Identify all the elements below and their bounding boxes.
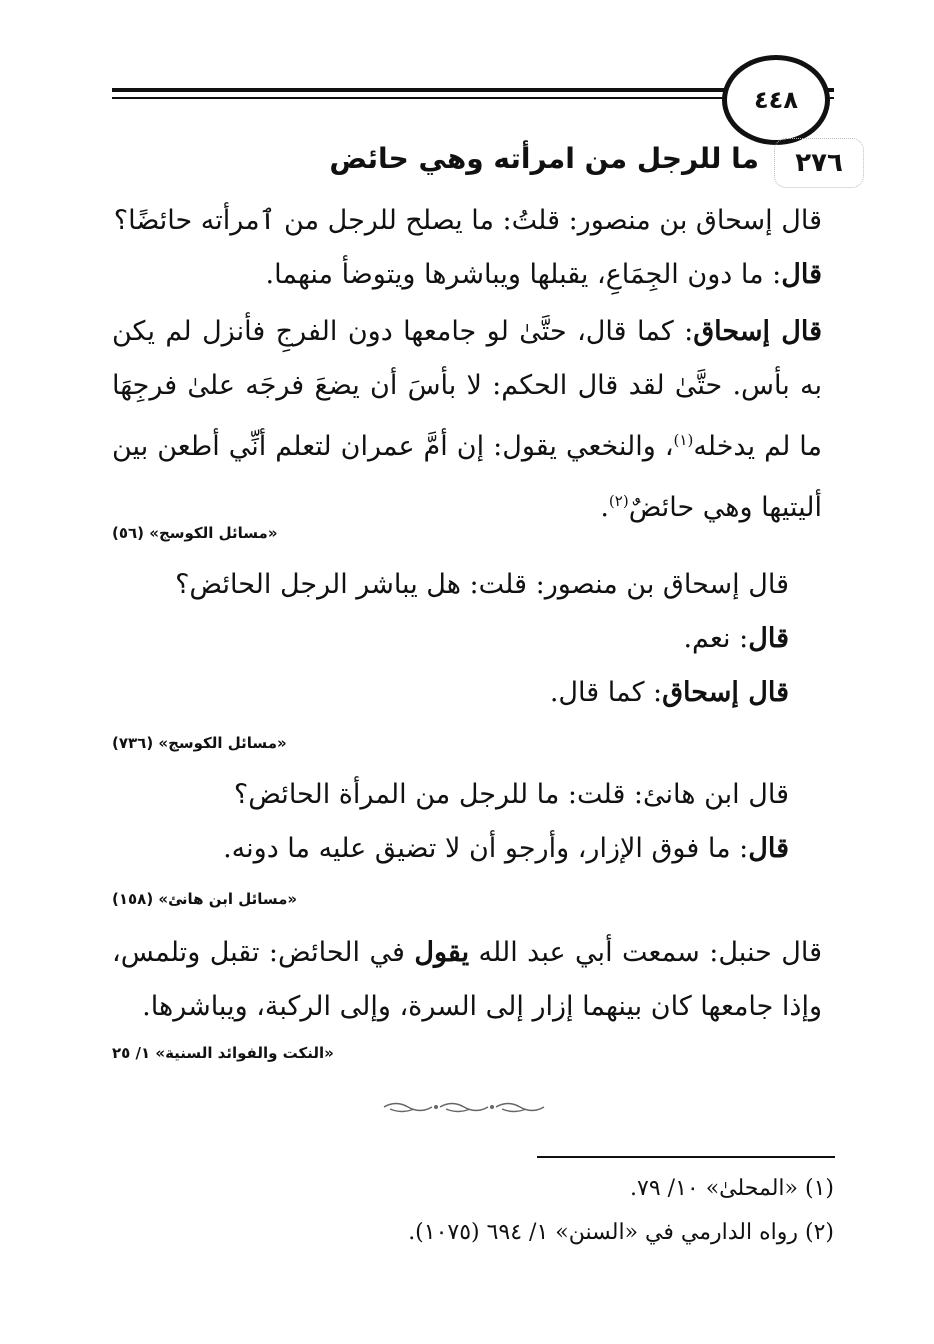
s2-line2-text: : نعم. (683, 623, 749, 654)
chapter-number (774, 138, 864, 188)
s4-source: «النكت والفوائد السنية» ١/ ٢٥ (112, 1044, 334, 1062)
s1-line2-text: : ما دون الجِمَاعِ، يقبلها ويباشرها ويتوضأ منهما. (265, 259, 782, 290)
s2-line2-label: قال (748, 623, 789, 654)
s4-text-bold: يقول (414, 937, 470, 968)
footnote-ref-1[interactable]: (١) (673, 431, 694, 449)
s1-paragraph (112, 305, 822, 535)
s3-source: «مسائل ابن هانئ» (١٥٨) (112, 890, 298, 908)
s2-line1: قال إسحاق بن منصور: قلت: هل يباشر الرجل الحائض؟ (175, 569, 789, 600)
s2-source: «مسائل الكوسج» (٧٣٦) (112, 734, 287, 752)
s4-text-b: في الحائض: تقبل وتلمس، وإذا جامعها كان بينهما إزار إلى السرة، وإلى الركبة، ويباشرها. (112, 937, 822, 1022)
s4-text-a: قال حنبل: سمعت أبي عبد الله (469, 937, 823, 968)
page-number: ٤٤٨ (754, 86, 798, 114)
s1-para-end: . (600, 492, 609, 523)
s1-line2-label: قال (781, 259, 822, 290)
s1-source: «مسائل الكوسج» (٥٦) (112, 524, 278, 542)
section-divider-ornament (380, 1098, 555, 1116)
chapter-title: ما للرجل من امرأته وهي حائض (329, 142, 759, 175)
s2-line2 (683, 614, 789, 664)
s3-line1: قال ابن هانئ: قلت: ما للرجل من المرأة الحائض؟ (233, 779, 789, 810)
footnote-ref-2[interactable]: (٢) (608, 492, 629, 510)
chapter-number-text: ٢٧٦ (795, 148, 843, 178)
s3-line2-text: : ما فوق الإزار، وأرجو أن لا تضيق عليه ما دونه. (223, 833, 749, 864)
s2-line3-label: قال إسحاق (662, 677, 789, 708)
s1-line1: قال إسحاق بن منصور: قلتُ: ما يصلح للرجل من ٱمرأته حائضًا؟ (113, 205, 822, 236)
s2-line3-text: : كما قال. (549, 677, 663, 708)
s1-para-text-b: ، والنخعي يقول: إن أمَّ عمران لتعلم أنِّي أطعن بين أليتيها وهي حائضٌ (112, 431, 822, 523)
s1-line2 (266, 250, 822, 300)
footnote-2 (408, 1220, 834, 1245)
footnote-1 (630, 1176, 834, 1201)
footnote-1-text: «المحلىٰ» ١٠/ ٧٩. (630, 1176, 798, 1201)
s2-line3 (550, 668, 789, 718)
s3-line2-label: قال (748, 833, 789, 864)
s1-para-label: قال إسحاق (693, 316, 822, 347)
chapter-number-frame (774, 138, 864, 188)
page-number-badge (722, 55, 830, 145)
footnote-2-number: (٢) (804, 1220, 834, 1245)
footnote-1-number: (١) (804, 1176, 834, 1201)
s3-line2 (223, 824, 789, 874)
footnote-2-text: رواه الدارمي في «السنن» ١/ ٦٩٤ (١٠٧٥). (408, 1220, 798, 1245)
s4-paragraph (112, 926, 822, 1034)
s1-para-text-a: : كما قال، حتَّىٰ لو جامعها دون الفرجِ فأنزل لم يكن به بأس. حتَّىٰ لقد قال الحكم: لا بأسَ أن يضعَ فرجَه علىٰ فرجِهَا ما لم يدخله (112, 316, 822, 462)
footnote-rule (537, 1156, 835, 1158)
